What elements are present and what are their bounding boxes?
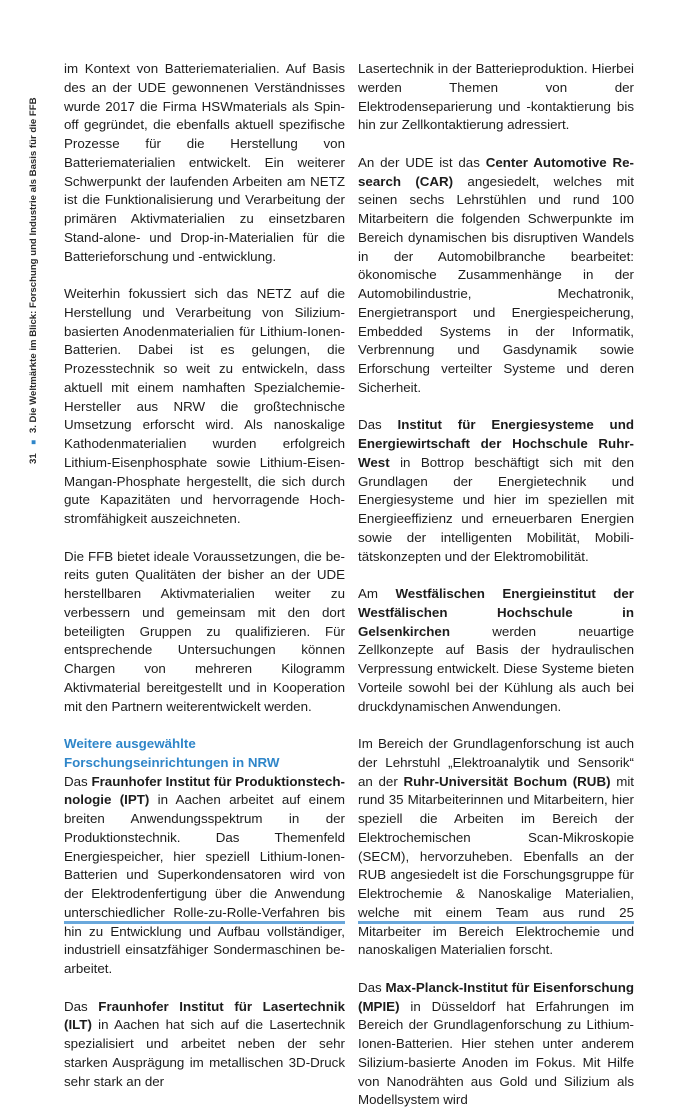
text-run: Im Bereich der Grundlagenforschung ist auch der Lehrstuhl „Elektroanalytik und Sensorik“ an der: [358, 736, 634, 789]
text-run: Das: [358, 979, 386, 995]
page-number: 31: [28, 453, 39, 464]
running-head-text: [26, 74, 42, 464]
paragraph-mpie: [358, 979, 634, 1110]
text-run: in Düsseldorf hat Erfahrungen im Bereich der Grundlagenforschung zu Lithium-Ionen-Batterien. Hier stehen unter anderem Silizium-basierte Anoden im Fokus. Mit Hilfe von Nanodrähten aus Gold und Silizium als Modellsystem wird: [358, 998, 634, 1108]
text-run: angesiedelt, welches mit seinen sechs Lehrstühlen und rund 100 Mitarbeitern die folgenden Schwerpunkte im Bereich dynamischen bis disruptiven Wandels in der Automobilbranche bearbeitet: ökonomische Zusammenhänge in der Automobilindustrie, Mechatronik, Energietransport und Energiespeicherung, Embedded Systems in der Informatik, Verbrennung und Gasdynamik sowie Erforschung verteilter Systeme und deren Sicherheit.: [358, 173, 634, 395]
text-run: in Aachen arbeitet auf einem breiten Anwendungsspektrum in der Produktionstechnik. Das Themenfeld Energiespeicher, hier speziell Lithium-Ionen-Batterien und Superkondensatoren wird von der Elektrodenfertigung über die Anwendung unterschiedlicher Rolle-zu-Rolle-Verfahren bis hin zu Entwicklung und Aufbau vollständiger, industriell einsatzfähiger Sondermaschinen bearbeitet.: [64, 792, 346, 976]
paragraph: Die FFB bietet ideale Voraussetzungen, die bereits guten Qualitäten der bisher an der UDE herstellbaren Aktivmaterialien weiter zu verbessern und gemeinsam mit den dort beteiligten Gruppen zu qualifizieren. Für entsprechende Untersuchungen können Chargen von mehreren Kilogramm Aktivmaterial bereitgestellt und in Kooperation mit den Partnern weiterentwickelt werden.: [64, 548, 345, 714]
sidebar-running-head: [26, 74, 42, 464]
section-subheading: [64, 735, 345, 773]
text-run: mit rund 35 Mitarbeiterinnen und Mitarbeitern, hier speziell die Arbeiten im Bereich der Elektrochemischen Scan-Mikroskopie (SECM), hervorzuheben. Ebenfalls an der RUB angesiedelt ist die Forschungsgruppe für Elektrochemie & Nanoskalige Materialien, welche mit einem Team aus rund 25 Mitarbeiter im Bereich Elektrochemie und nanoskaligen Materialien forscht.: [358, 773, 634, 958]
paragraph: Lasertechnik in der Batterieproduktion. Hierbei werden Themen von der Elektrodenseparierung und -kontaktierung bis hin zur Zellkontaktierung adressiert.: [358, 61, 634, 133]
section-square-icon: ■: [29, 439, 38, 445]
institution-name: Fraunhofer Institut für Lasertechnik (ILT): [64, 998, 345, 1033]
footer-rule-right: [358, 921, 634, 924]
section-title: 3. Die Weltmärkte im Blick: Forschung und Industrie als Basis für die FFB: [28, 97, 39, 434]
institution-name: Institut für Energiesysteme und Energiewirtschaft der Hochschule Ruhr-West: [358, 417, 634, 470]
text-run: Das: [64, 773, 92, 789]
subheading-line: Weitere ausgewählte: [64, 736, 196, 751]
institution-name: Fraunhofer Institut für Produktionstechnologie (IPT): [64, 773, 345, 808]
subheading-line: Forschungseinrichtungen in NRW: [64, 754, 280, 770]
institution-name: Westfälischen Energieinstitut der Westfälischen Hochschule in Gelsenkirchen: [358, 586, 634, 639]
institution-name: Ruhr-Universität Bochum (RUB): [403, 773, 611, 789]
text-run: An der UDE ist das: [358, 154, 486, 170]
paragraph-car: [358, 154, 634, 398]
paragraph-westfaelisch: [358, 585, 634, 716]
right-column: [358, 60, 634, 1110]
institution-name: Max-Planck-Institut für Eisenforschung (MPIE): [358, 979, 634, 1014]
paragraph: im Kontext von Batteriematerialien. Auf Basis des an der UDE gewonnenen Verständnisses wurde 2017 die Firma HSWmaterials als Spin-off gegründet, die ebenfalls aktuell spezifische Prozesse für die Herstellung von Batteriematerialien entwickelt. Ein weiterer Schwerpunkt der laufenden Arbeiten am NETZ ist die Funktionalisierung und Verarbeitung der primären Aktivmaterialien zu einsetzbaren Stand-alone- und Drop-in-Materialien für die Batterieforschung und -entwicklung.: [64, 61, 345, 264]
text-run: Am: [358, 586, 396, 601]
paragraph-hrw: [358, 416, 634, 566]
text-run: in Bottrop beschäftigt sich mit den Grundlagen der Energietechnik und Energiesysteme und hier im speziellen mit Energieeffizienz und erneuerbaren Energien sowie der intelligenten Mobilität, Mobilitätskonzepten und der Elektromobilität.: [358, 454, 634, 564]
left-column: [64, 60, 345, 1091]
footer-rule-left: [64, 921, 345, 924]
paragraph-rub: [358, 735, 634, 960]
institution-name: Center Automotive Research (CAR): [358, 154, 634, 189]
paragraph-fraunhofer-ilt: [64, 998, 345, 1092]
text-run: Das: [64, 998, 99, 1014]
paragraph: Weiterhin fokussiert sich das NETZ auf die Herstellung und Verarbeitung von Silizium-basierten Anodenmaterialien für Lithium-Ionen-Batterien. Dabei ist es gelungen, die Prozesstechnik so weit zu entwickeln, dass aktuell mit einem namhaften Spezialchemie-Hersteller aus NRW die großtechnische Umsetzung erforscht wird. Als nanoskalige Kathodenmaterialien wurden erfolgreich Lithium-Eisenphosphate sowie Lithium-Eisen-Mangan-Phosphate hergestellt, die sich durch gute Kapazitäten und hervorragende Hochstromfähigkeit auszeichneten.: [64, 286, 345, 526]
text-run: in Aachen hat sich auf die Lasertechnik spezialisiert und arbeitet neben der sehr starken Ausprägung im metallischen 3D-Druck sehr stark an der: [64, 1017, 345, 1089]
paragraph-fraunhofer-ipt: [64, 773, 345, 979]
text-run: Das: [358, 417, 398, 433]
text-run: werden neuartige Zellkonzepte auf Basis der hydraulischen Verpressung entwickelt. Diese Systeme bieten Vorteile sowohl bei der Kühlung als auch bei druckdynamischen Anwendungen.: [358, 623, 634, 714]
